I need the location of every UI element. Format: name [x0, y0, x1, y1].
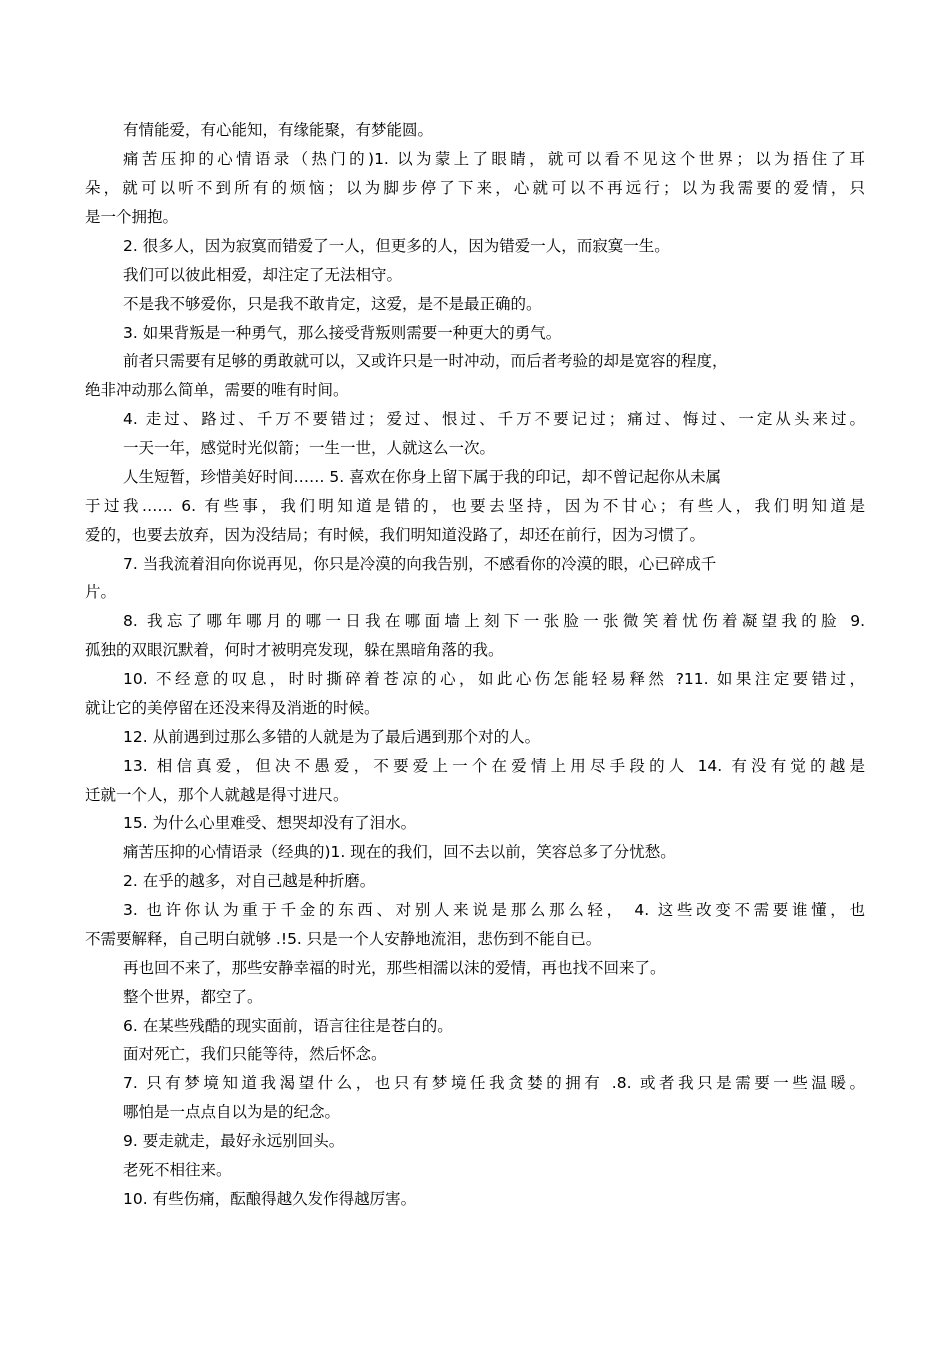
text-line: 3. 也许你认为重于千金的东西、对别人来说是那么那么轻， 4. 这些改变不需要谁懂，也 [123, 901, 865, 919]
text-line: 2. 在乎的越多，对自己越是种折磨。 [123, 872, 376, 890]
text-line: 人生短暂，珍惜美好时间…… 5. 喜欢在你身上留下属于我的印记，却不曾记起你从未属 [123, 468, 722, 486]
text-line: 不需要解释，自己明白就够 .!5. 只是一个人安静地流泪，悲伤到不能自已。 [85, 930, 602, 948]
text-line: 孤独的双眼沉默着，何时才被明亮发现，躲在黑暗角落的我。 [85, 641, 504, 659]
text-line: 8. 我忘了哪年哪月的哪一日我在哪面墙上刻下一张脸一张微笑着忧伤着凝望我的脸 9. [123, 612, 865, 630]
text-line: 爱的，也要去放弃，因为没结局；有时候，我们明知道没路了，却还在前行，因为习惯了。 [85, 526, 706, 544]
text-line: 老死不相往来。 [123, 1161, 232, 1179]
text-line: 2. 很多人，因为寂寞而错爱了一人，但更多的人，因为错爱一人，而寂寞一生。 [123, 237, 670, 255]
text-line: 于过我…… 6. 有些事，我们明知道是错的，也要去坚持，因为不甘心；有些人，我们明知道是 [85, 497, 865, 515]
text-line: 是一个拥抱。 [85, 208, 179, 226]
text-line: 13. 相信真爱，但决不愚爱，不要爱上一个在爱情上用尽手段的人 14. 有没有觉的越是 [123, 757, 865, 775]
text-line: 12. 从前遇到过那么多错的人就是为了最后遇到那个对的人。 [123, 728, 541, 746]
text-line: 整个世界，都空了。 [123, 988, 263, 1006]
text-line: 10. 有些伤痛，酝酿得越久发作得越厉害。 [123, 1190, 417, 1208]
text-line: 7. 只有梦境知道我渴望什么，也只有梦境任我贪婪的拥有 .8. 或者我只是需要一些温暖。 [123, 1074, 865, 1092]
text-line: 有情能爱，有心能知，有缘能聚，有梦能圆。 [123, 121, 434, 139]
text-line: 片。 [85, 583, 117, 601]
text-line: 我们可以彼此相爱，却注定了无法相守。 [123, 266, 403, 284]
text-line: 不是我不够爱你，只是我不敢肯定，这爱，是不是最正确的。 [123, 295, 542, 313]
text-line: 9. 要走就走，最好永远别回头。 [123, 1132, 345, 1150]
text-line: 3. 如果背叛是一种勇气，那么接受背叛则需要一种更大的勇气。 [123, 324, 562, 342]
text-line: 6. 在某些残酷的现实面前，语言往往是苍白的。 [123, 1017, 453, 1035]
text-line: 15. 为什么心里难受、想哭却没有了泪水。 [123, 814, 417, 832]
text-line: 10. 不经意的叹息，时时撕碎着苍凉的心，如此心伤怎能轻易释然 ?11. 如果注定要错过， [123, 670, 865, 688]
text-line: 哪怕是一点点自以为是的纪念。 [123, 1103, 341, 1121]
text-line: 前者只需要有足够的勇敢就可以，又或许只是一时冲动，而后者考验的却是宽容的程度， [123, 352, 728, 370]
text-line: 痛苦压抑的心情语录（热门的)1. 以为蒙上了眼睛，就可以看不见这个世界；以为捂住了耳 [123, 150, 865, 168]
text-line: 一天一年，感觉时光似箭；一生一世，人就这么一次。 [123, 439, 496, 457]
text-line: 痛苦压抑的心情语录（经典的)1. 现在的我们，回不去以前，笑容总多了分忧愁。 [123, 843, 676, 861]
text-line: 朵，就可以听不到所有的烦恼；以为脚步停了下来，心就可以不再远行；以为我需要的爱情，只 [85, 179, 865, 197]
text-line: 绝非冲动那么简单，需要的唯有时间。 [85, 381, 349, 399]
text-line: 7. 当我流着泪向你说再见，你只是冷漠的向我告别，不感看你的冷漠的眼，心已碎成千 [123, 555, 717, 573]
text-line: 迁就一个人，那个人就越是得寸进尺。 [85, 786, 349, 804]
text-line: 4. 走过、路过、千万不要错过；爱过、恨过、千万不要记过；痛过、悔过、一定从头来过。 [123, 410, 865, 428]
text-line: 再也回不来了，那些安静幸福的时光，那些相濡以沫的爱情，再也找不回来了。 [123, 959, 666, 977]
text-line: 就让它的美停留在还没来得及消逝的时候。 [85, 699, 380, 717]
text-line: 面对死亡，我们只能等待，然后怀念。 [123, 1045, 387, 1063]
